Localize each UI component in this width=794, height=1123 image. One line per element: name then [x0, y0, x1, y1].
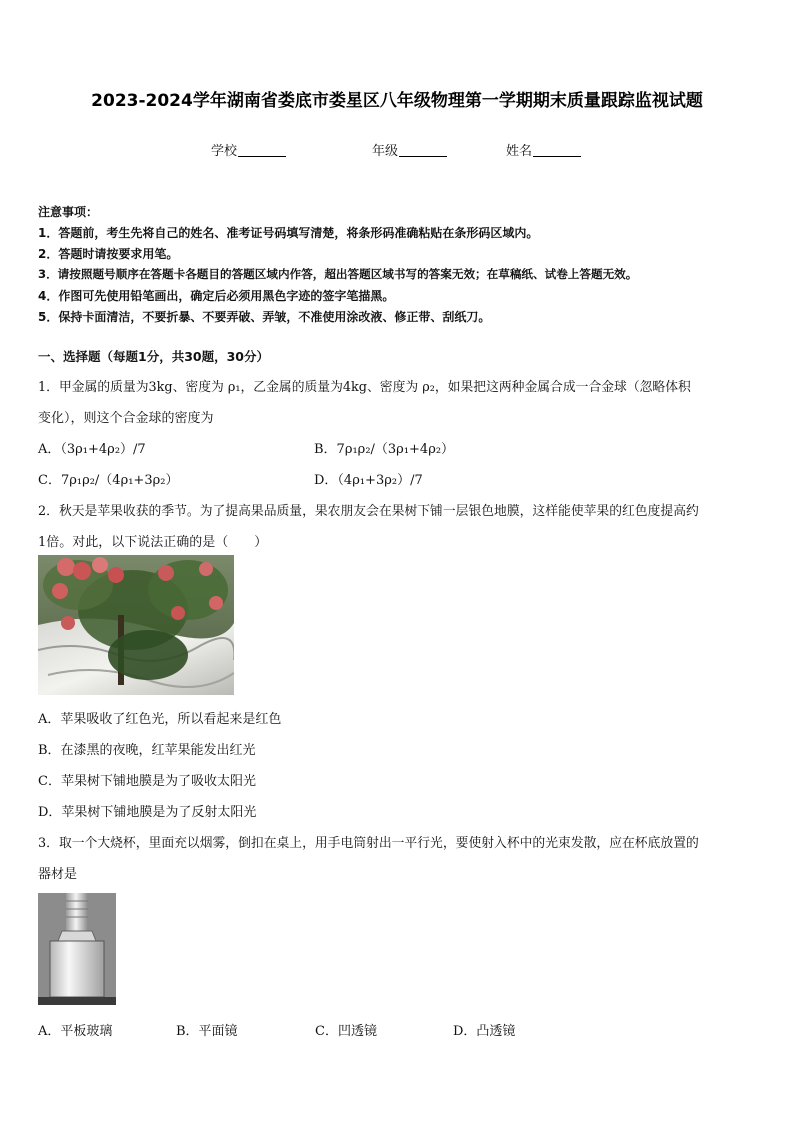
school-field	[211, 140, 286, 159]
note-item: 2．答题时请按要求用笔。	[38, 247, 179, 261]
q3-stem-line1: 3．取一个大烧杯，里面充以烟雾，倒扣在桌上，用手电筒射出一平行光，要使射入杯中的光束发散，应在杯底放置的	[38, 836, 699, 851]
q1-option-b: B．7ρ₁ρ₂/（3ρ₁+4ρ₂）	[314, 442, 455, 457]
q2-option-b: B．在漆黑的夜晚，红苹果能发出红光	[38, 743, 256, 758]
section-heading: 一、选择题（每题1分，共30题，30分）	[38, 349, 269, 364]
note-item: 5．保持卡面清洁，不要折暴、不要弄破、弄皱，不准使用涂改液、修正带、刮纸刀。	[38, 310, 491, 324]
q1-option-c: C．7ρ₁ρ₂/（4ρ₁+3ρ₂）	[38, 473, 179, 488]
q2-option-d: D．苹果树下铺地膜是为了反射太阳光	[38, 805, 257, 820]
q2-stem-line1: 2．秋天是苹果收获的季节。为了提高果品质量，果农朋友会在果树下铺一层银色地膜，这样能使苹果的红色度提高约	[38, 504, 699, 519]
q3-option-c: C．凹透镜	[315, 1024, 377, 1039]
note-item: 1．答题前，考生先将自己的姓名、准考证号码填写清楚，将条形码准确粘贴在条形码区域内。	[38, 226, 539, 240]
school-blank	[238, 144, 286, 157]
name-field	[506, 140, 581, 159]
note-item: 4．作图可先使用铅笔画出，确定后必须用黑色字迹的签字笔描黑。	[38, 289, 395, 303]
q1-option-a: A．（3ρ₁+4ρ₂）/7	[38, 442, 146, 457]
grade-label: 年级	[372, 144, 399, 159]
notes-heading: 注意事项：	[38, 205, 99, 219]
beaker-diagram-drawing	[38, 893, 116, 1005]
q1-stem-line2: 变化），则这个合金球的密度为	[38, 411, 214, 426]
q3-stem-line2: 器材是	[38, 867, 78, 882]
page-title: 2023-2024学年湖南省娄底市娄星区八年级物理第一学期期末质量跟踪监视试题	[91, 91, 703, 111]
q2-option-a: A．苹果吸收了红色光，所以看起来是红色	[38, 712, 282, 727]
q1-option-d: D．（4ρ₁+3ρ₂）/7	[314, 473, 423, 488]
grade-blank	[399, 144, 447, 157]
q3-option-a: A．平板玻璃	[38, 1024, 113, 1039]
q2-option-c: C．苹果树下铺地膜是为了吸收太阳光	[38, 774, 256, 789]
q3-option-d: D．凸透镜	[453, 1024, 516, 1039]
apple-tree-photo	[38, 555, 234, 695]
school-label: 学校	[211, 144, 238, 159]
grade-field	[372, 140, 447, 159]
name-label: 姓名	[506, 144, 533, 159]
q1-stem-line1: 1．甲金属的质量为3kg、密度为 ρ₁，乙金属的质量为4kg、密度为 ρ₂，如果把这两种金属合成一合金球（忽略体积	[38, 380, 691, 395]
name-blank	[533, 144, 581, 157]
apple-tree-photo-drawing	[38, 555, 234, 695]
q2-stem-line2: 1倍。对此，以下说法正确的是（ ）	[38, 535, 268, 550]
beaker-diagram	[38, 893, 116, 1005]
q3-option-b: B．平面镜	[176, 1024, 238, 1039]
note-item: 3．请按照题号顺序在答题卡各题目的答题区域内作答，超出答题区域书写的答案无效；在草稿纸、试卷上答题无效。	[38, 267, 638, 281]
